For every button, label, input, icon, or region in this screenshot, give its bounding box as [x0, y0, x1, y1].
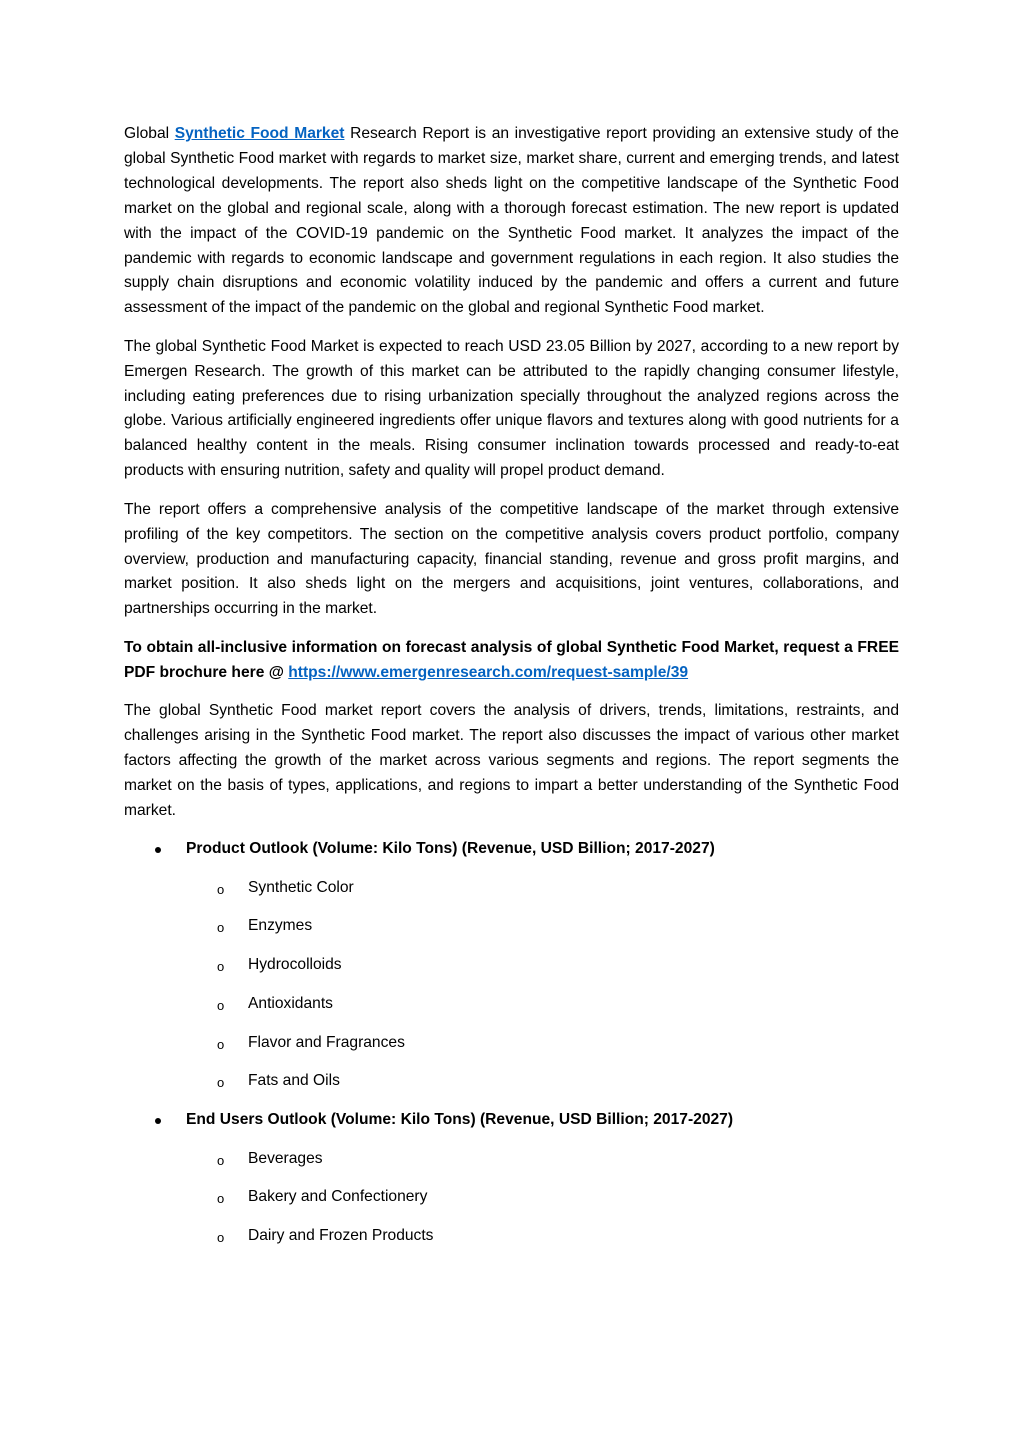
- list-item-label: Fats and Oils: [248, 1072, 340, 1090]
- circle-bullet-icon: o: [217, 1036, 225, 1052]
- list-item: [124, 914, 899, 939]
- request-sample-link[interactable]: https://www.emergenresearch.com/request-sample/39: [288, 663, 689, 681]
- circle-bullet-icon: o: [217, 1191, 225, 1207]
- report-coverage-paragraph: The global Synthetic Food market report covers the analysis of drivers, trends, limitations, restraints, and challenges arising in the Synthetic Food market. The report also discusses the impact of various other market factors affecting the growth of the market across various segments and regions. The report segments the market on the basis of types, applications, and regions to impart a better understanding of the Synthetic Food market.: [124, 702, 899, 819]
- list-item-label: Bakery and Confectionery: [248, 1188, 428, 1206]
- list-item: [124, 876, 899, 901]
- list-item: [124, 1031, 899, 1056]
- list-item: [124, 1069, 899, 1094]
- product-outlook-heading: [124, 837, 899, 862]
- list-item: [124, 1147, 899, 1172]
- circle-bullet-icon: o: [217, 1075, 225, 1091]
- circle-bullet-icon: o: [217, 997, 225, 1013]
- bullet-icon: [155, 1118, 161, 1124]
- cta-text: To obtain all-inclusive information on forecast analysis of global Synthetic Food Market, request a FREE PDF brochure here @: [124, 638, 899, 681]
- list-item: [124, 1185, 899, 1210]
- list-item: [124, 992, 899, 1017]
- list-item-label: Flavor and Fragrances: [248, 1033, 405, 1051]
- list-item-label: Dairy and Frozen Products: [248, 1226, 434, 1244]
- intro-prefix: Global: [124, 125, 175, 142]
- list-item: [124, 953, 899, 978]
- circle-bullet-icon: o: [217, 920, 225, 936]
- document-page: [124, 122, 899, 1263]
- circle-bullet-icon: o: [217, 1152, 225, 1168]
- list-item-label: Antioxidants: [248, 994, 333, 1012]
- outlook-list: [124, 837, 899, 1249]
- circle-bullet-icon: o: [217, 1229, 225, 1245]
- intro-body: Research Report is an investigative report providing an extensive study of the global Synthetic Food market with regards to market size, market share, current and emerging trends, and latest technological developments. The report also sheds light on the competitive landscape of the Synthetic Food market on the global and regional scale, along with a thorough forecast estimation. The new report is updated with the impact of the COVID-19 pandemic on the Synthetic Food market. It analyzes the impact of the pandemic with regards to economic landscape and government regulations in each region. It also studies the supply chain disruptions and economic volatility induced by the pandemic and offers a current and future assessment of the impact of the pandemic on the global and regional Synthetic Food market.: [124, 125, 899, 317]
- synthetic-food-market-link[interactable]: Synthetic Food Market: [174, 125, 345, 142]
- list-item: [124, 1224, 899, 1249]
- list-item-label: Beverages: [248, 1149, 323, 1167]
- list-item-label: Hydrocolloids: [248, 956, 342, 974]
- circle-bullet-icon: o: [217, 881, 225, 897]
- end-users-outlook-title: End Users Outlook (Volume: Kilo Tons) (Revenue, USD Billion; 2017-2027): [186, 1110, 734, 1128]
- list-item-label: Synthetic Color: [248, 878, 354, 896]
- bullet-icon: [155, 847, 161, 853]
- product-outlook-title: Product Outlook (Volume: Kilo Tons) (Revenue, USD Billion; 2017-2027): [186, 840, 715, 858]
- competitive-analysis-paragraph: The report offers a comprehensive analysis of the competitive landscape of the market through extensive profiling of the key competitors. The section on the competitive analysis covers product portfolio, company overview, production and manufacturing capacity, financial standing, revenue and gross profit margins, and market position. It also sheds light on the mergers and acquisitions, joint ventures, collaborations, and partnerships occurring in the market.: [124, 500, 899, 618]
- request-sample-cta: [124, 636, 899, 686]
- market-forecast-paragraph: The global Synthetic Food Market is expected to reach USD 23.05 Billion by 2027, according to a new report by Emergen Research. The growth of this market can be attributed to the rapidly changing consumer lifestyle, including eating preferences due to rising urbanization specially throughout the analyzed regions across the globe. Various artificially engineered ingredients offer unique flavors and textures along with good nutrients for a balanced healthy content in the meals. Rising consumer inclination towards processed and ready-to-eat products with ensuring nutrition, safety and quality will propel product demand.: [124, 337, 899, 480]
- circle-bullet-icon: o: [217, 959, 225, 975]
- end-users-outlook-heading: [124, 1108, 899, 1133]
- intro-paragraph: [124, 122, 899, 321]
- list-item-label: Enzymes: [248, 917, 313, 935]
